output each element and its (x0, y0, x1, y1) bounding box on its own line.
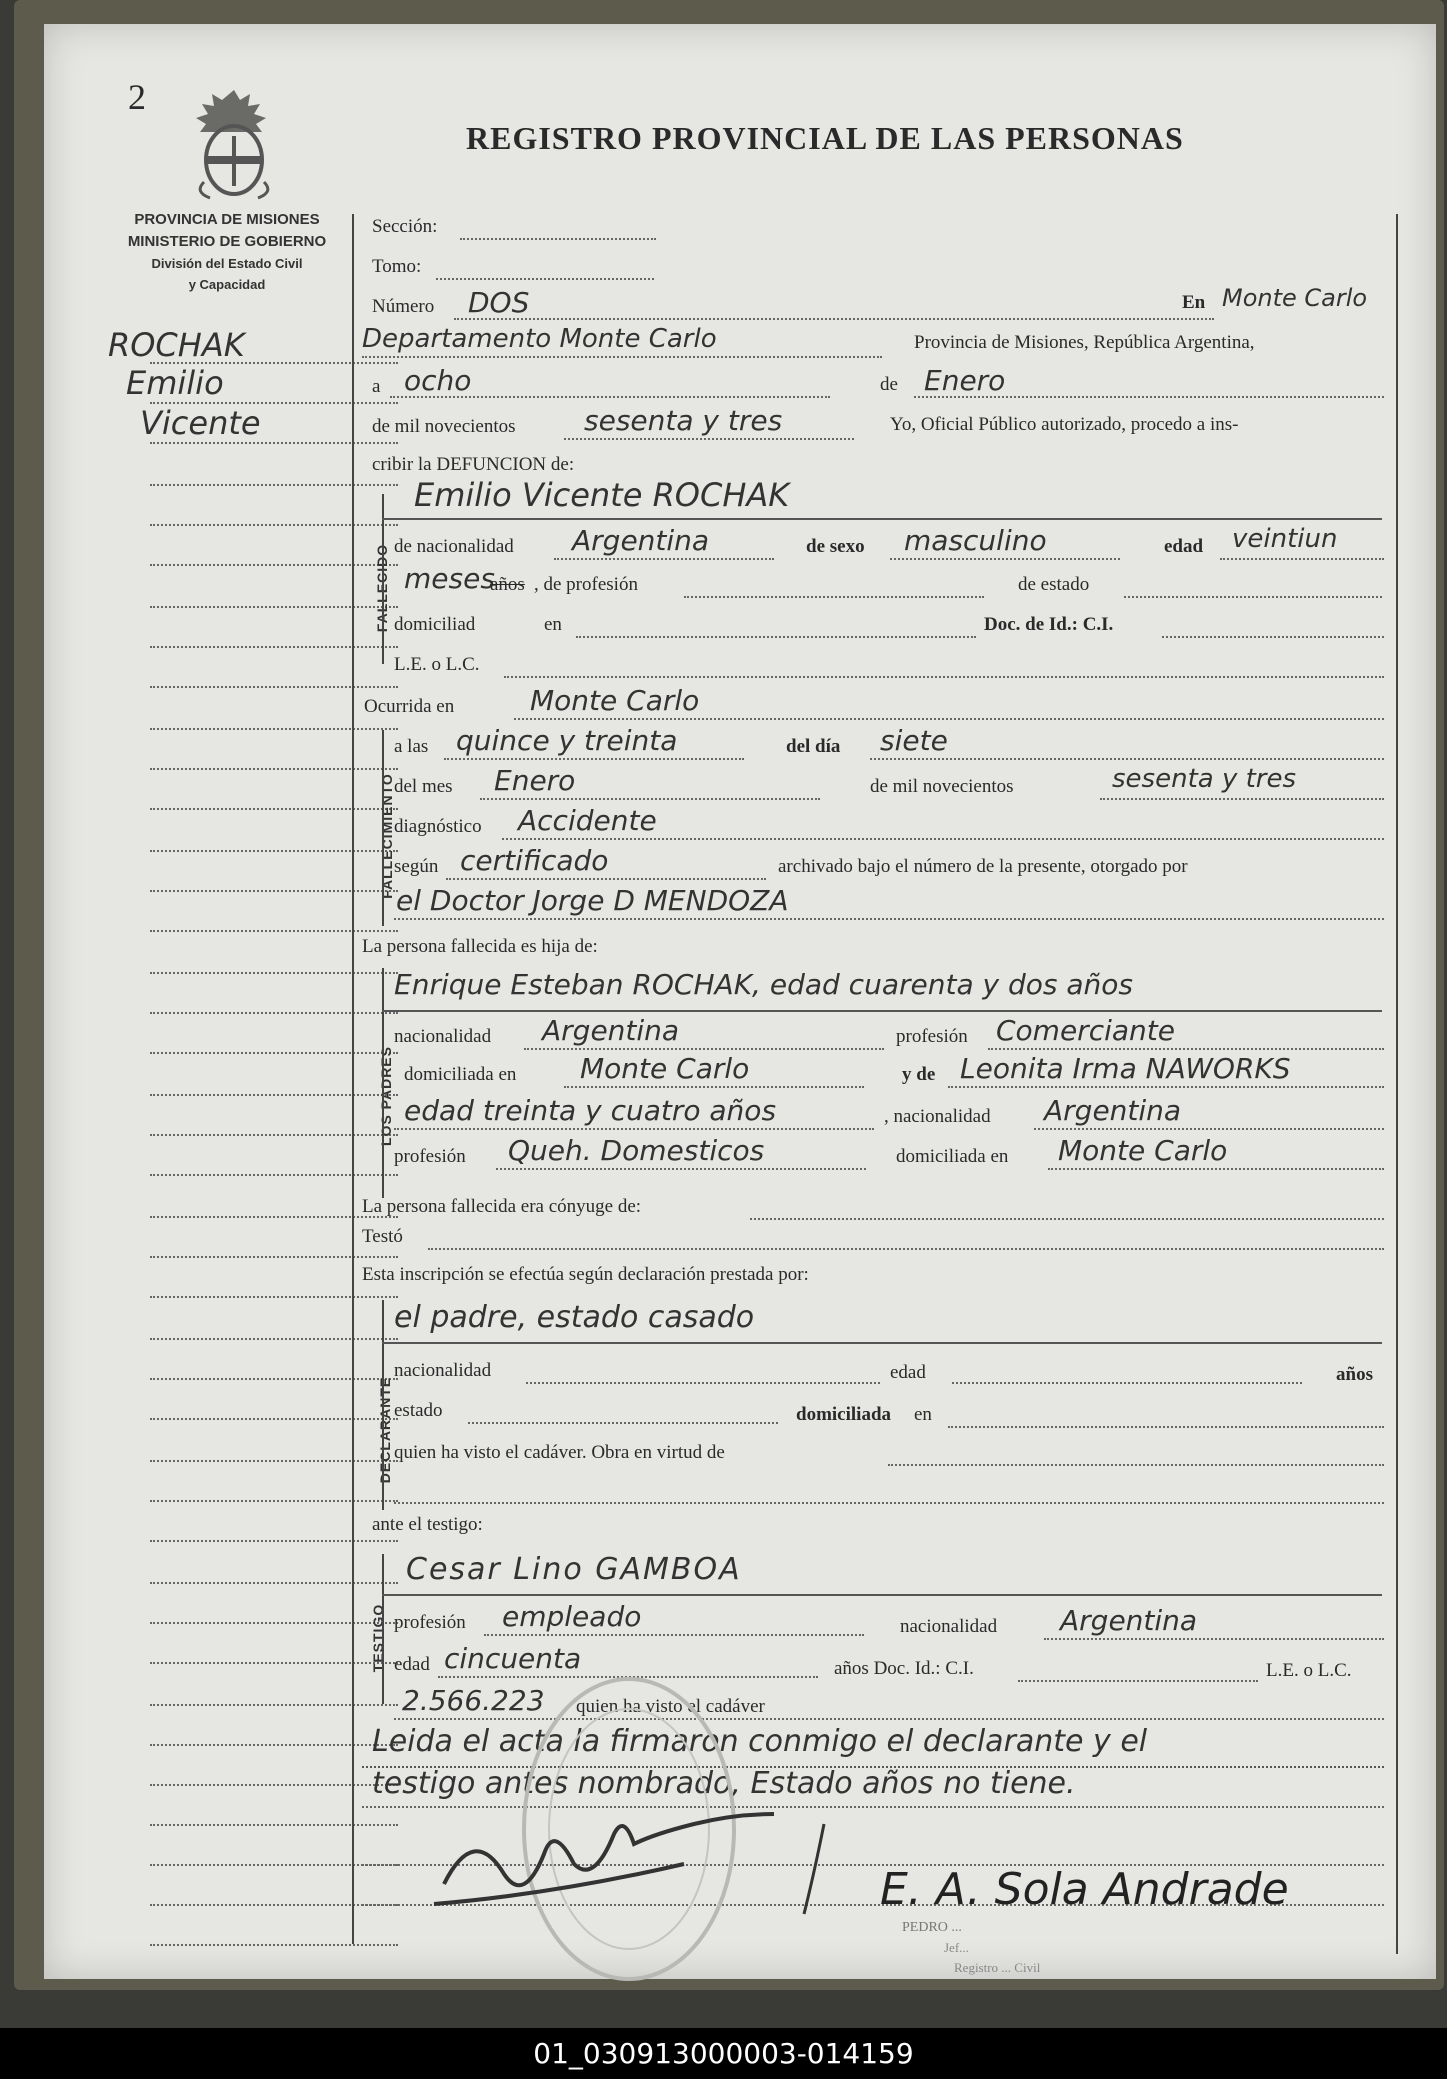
conyuge-label: La persona fallecida era cónyuge de: (362, 1196, 642, 1217)
en-value: Monte Carlo (1222, 284, 1368, 312)
diagnostico-value: Accidente (518, 804, 657, 837)
archivado-text: archivado bajo el número de la presente, otorgado por (778, 856, 1188, 877)
fallecido-meses-value: meses (404, 562, 495, 595)
fallecido-section-label: FALLECIDO (374, 543, 391, 633)
padre-domicilio: Monte Carlo (580, 1052, 750, 1085)
padre-nacionalidad: Argentina (542, 1014, 680, 1047)
provincia-text: Provincia de Misiones, República Argentina, (914, 332, 1255, 353)
form-left-border (352, 214, 354, 1944)
testigo-nacionalidad-value: Argentina (1060, 1604, 1198, 1637)
mes-label: del mes (394, 776, 453, 797)
dia-value: siete (880, 724, 948, 757)
fallecido-sexo-value: masculino (904, 524, 1047, 557)
madre-edad: edad treinta y cuatro años (404, 1094, 777, 1127)
institution-division: División del Estado Civil (151, 256, 303, 271)
madre-domiciliada-label: domiciliada en (896, 1146, 1009, 1167)
margin-first-name: Emilio (126, 364, 224, 402)
padres-section-label: LOS PADRES (377, 1046, 394, 1146)
testigo-nacionalidad-label: nacionalidad (900, 1616, 998, 1637)
inscribir-text: cribir la DEFUNCION de: (372, 454, 575, 475)
hora-value: quince y treinta (456, 724, 678, 757)
testigo-edad-label: edad (394, 1654, 430, 1675)
fallecido-le-label: L.E. o L.C. (394, 654, 480, 675)
institution-province: PROVINCIA DE MISIONES (134, 211, 320, 228)
padre-value: Enrique Esteban ROCHAK, edad cuarenta y dos años (394, 968, 1133, 1001)
declarante-edad-label: edad (890, 1362, 926, 1383)
month-de-label: de (880, 374, 898, 395)
padre-profesion: Comerciante (996, 1014, 1175, 1047)
testigo-name: Cesar Lino GAMBOA (406, 1552, 742, 1587)
hora-label: a las (394, 736, 429, 757)
form-right-border (1396, 214, 1398, 1954)
testigo-bracket (382, 1554, 384, 1704)
fallecimiento-bracket (382, 730, 384, 926)
fallecido-anos-struck: años (490, 574, 525, 595)
madre-nacionalidad: Argentina (1044, 1094, 1182, 1127)
fallecido-edad-value: veintiun (1232, 524, 1338, 554)
testigo-le-label: L.E. o L.C. (1266, 1660, 1352, 1681)
institution-ministry: MINISTERIO DE GOBIERNO (127, 233, 327, 250)
fallecido-nacionalidad-value: Argentina (572, 524, 710, 557)
madre-profesion-label: profesión (394, 1146, 466, 1167)
closing-line-1: Leida el acta la firmaron conmigo el declarante y el (372, 1724, 1148, 1759)
mes-value: Enero (494, 764, 576, 797)
image-id-footer: 01_030913000003-014159 (0, 2028, 1447, 2079)
testigo-visto-text: quien ha visto el cadáver (576, 1696, 765, 1717)
ocurrida-value: Monte Carlo (530, 684, 700, 717)
padres-intro: La persona fallecida es hija de: (362, 936, 598, 957)
year-value: sesenta y tres (584, 404, 783, 437)
register-page (44, 24, 1436, 1979)
anio-label: de mil novecientos (870, 776, 1014, 797)
declarante-nacionalidad-label: nacionalidad (394, 1360, 492, 1381)
padre-nacionalidad-label: nacionalidad (394, 1026, 492, 1047)
seccion-label: Sección: (372, 216, 438, 237)
fallecido-doc-label: Doc. de Id.: C.I. (984, 614, 1114, 635)
closing-line-2: testigo antes nombrado, Estado años no tiene. (372, 1766, 1076, 1801)
testigo-ante-label: ante el testigo: (372, 1514, 483, 1535)
year-prefix: de mil novecientos (372, 416, 516, 437)
y-de-label: y de (902, 1064, 936, 1085)
declarante-value: el padre, estado casado (394, 1300, 755, 1335)
numero-label: Número (372, 296, 435, 317)
page-number: 2 (128, 77, 146, 117)
declarante-bracket (382, 1300, 384, 1510)
madre-nombre: Leonita Irma NAWORKS (960, 1052, 1291, 1085)
padre-profesion-label: profesión (896, 1026, 968, 1047)
segun-label: según (394, 856, 439, 877)
institution-capacity: y Capacidad (188, 277, 266, 292)
a-label: a (372, 376, 381, 397)
testigo-doc-value: 2.566.223 (402, 1684, 545, 1717)
declarante-domiciliada-label: domiciliada (796, 1404, 892, 1425)
official-text: Yo, Oficial Público autorizado, procedo a ins- (890, 414, 1239, 435)
testigo-section-label: TESTIGO (370, 1603, 387, 1673)
ocurrida-label: Ocurrida en (364, 696, 455, 717)
declaracion-text: Esta inscripción se efectúa según declaración prestada por: (362, 1264, 809, 1285)
departamento-value: Departamento Monte Carlo (362, 324, 717, 354)
dia-label: del día (786, 736, 841, 757)
institution-block (102, 209, 352, 295)
fallecido-nacionalidad-label: de nacionalidad (394, 536, 514, 557)
testigo-profesion-value: empleado (502, 1600, 642, 1633)
madre-profesion: Queh. Domesticos (508, 1134, 765, 1167)
declarante-en-label: en (914, 1404, 932, 1425)
fallecido-name: Emilio Vicente ROCHAK (414, 476, 790, 514)
fallecido-sexo-label: de sexo (806, 536, 865, 557)
testigo-profesion-label: profesión (394, 1612, 466, 1633)
margin-surname: ROCHAK (108, 326, 245, 364)
madre-nacionalidad-label: , nacionalidad (884, 1106, 991, 1127)
anio-value: sesenta y tres (1112, 764, 1297, 794)
madre-domicilio: Monte Carlo (1058, 1134, 1228, 1167)
stamp-role: Jef... (944, 1940, 969, 1955)
diagnostico-label: diagnóstico (394, 816, 482, 837)
fallecido-estado-label: de estado (1018, 574, 1090, 595)
month-value: Enero (924, 364, 1006, 397)
declarante-section-label: DECLARANTE (377, 1376, 394, 1484)
segun-value: certificado (460, 844, 609, 877)
declarante-visto-text: quien ha visto el cadáver. Obra en virtud de (394, 1442, 725, 1463)
numero-value: DOS (468, 286, 530, 319)
document-title: REGISTRO PROVINCIAL DE LAS PERSONAS (466, 120, 1184, 156)
declarante-estado-label: estado (394, 1400, 443, 1421)
stamp-name: PEDRO ... (902, 1920, 962, 1935)
padre-domiciliada-label: domiciliada en (404, 1064, 517, 1085)
en-label: En (1182, 292, 1206, 313)
fallecido-en-label: en (544, 614, 562, 635)
tomo-label: Tomo: (372, 256, 422, 277)
declarante-anos-label: años (1336, 1364, 1373, 1385)
fallecido-profesion-label: , de profesión (534, 574, 638, 595)
testigo-anos-doc-label: años Doc. Id.: C.I. (834, 1658, 974, 1679)
fallecido-domiciliado-label: domiciliad (394, 614, 476, 635)
testo-label: Testó (362, 1226, 403, 1247)
official-signature: E. A. Sola Andrade (880, 1864, 1289, 1915)
doctor-value: el Doctor Jorge D MENDOZA (396, 884, 789, 917)
margin-middle-name: Vicente (140, 404, 261, 442)
coat-of-arms-icon (192, 86, 276, 202)
a-value: ocho (404, 364, 472, 397)
declarant-signature-icon (424, 1804, 904, 1924)
fallecido-edad-label: edad (1164, 536, 1204, 557)
fallecimiento-section-label: FALLECIMIENTO (378, 773, 395, 899)
testigo-edad-value: cincuenta (444, 1642, 582, 1675)
stamp-office: Registro ... Civil (954, 1960, 1041, 1975)
padres-bracket (382, 968, 384, 1198)
